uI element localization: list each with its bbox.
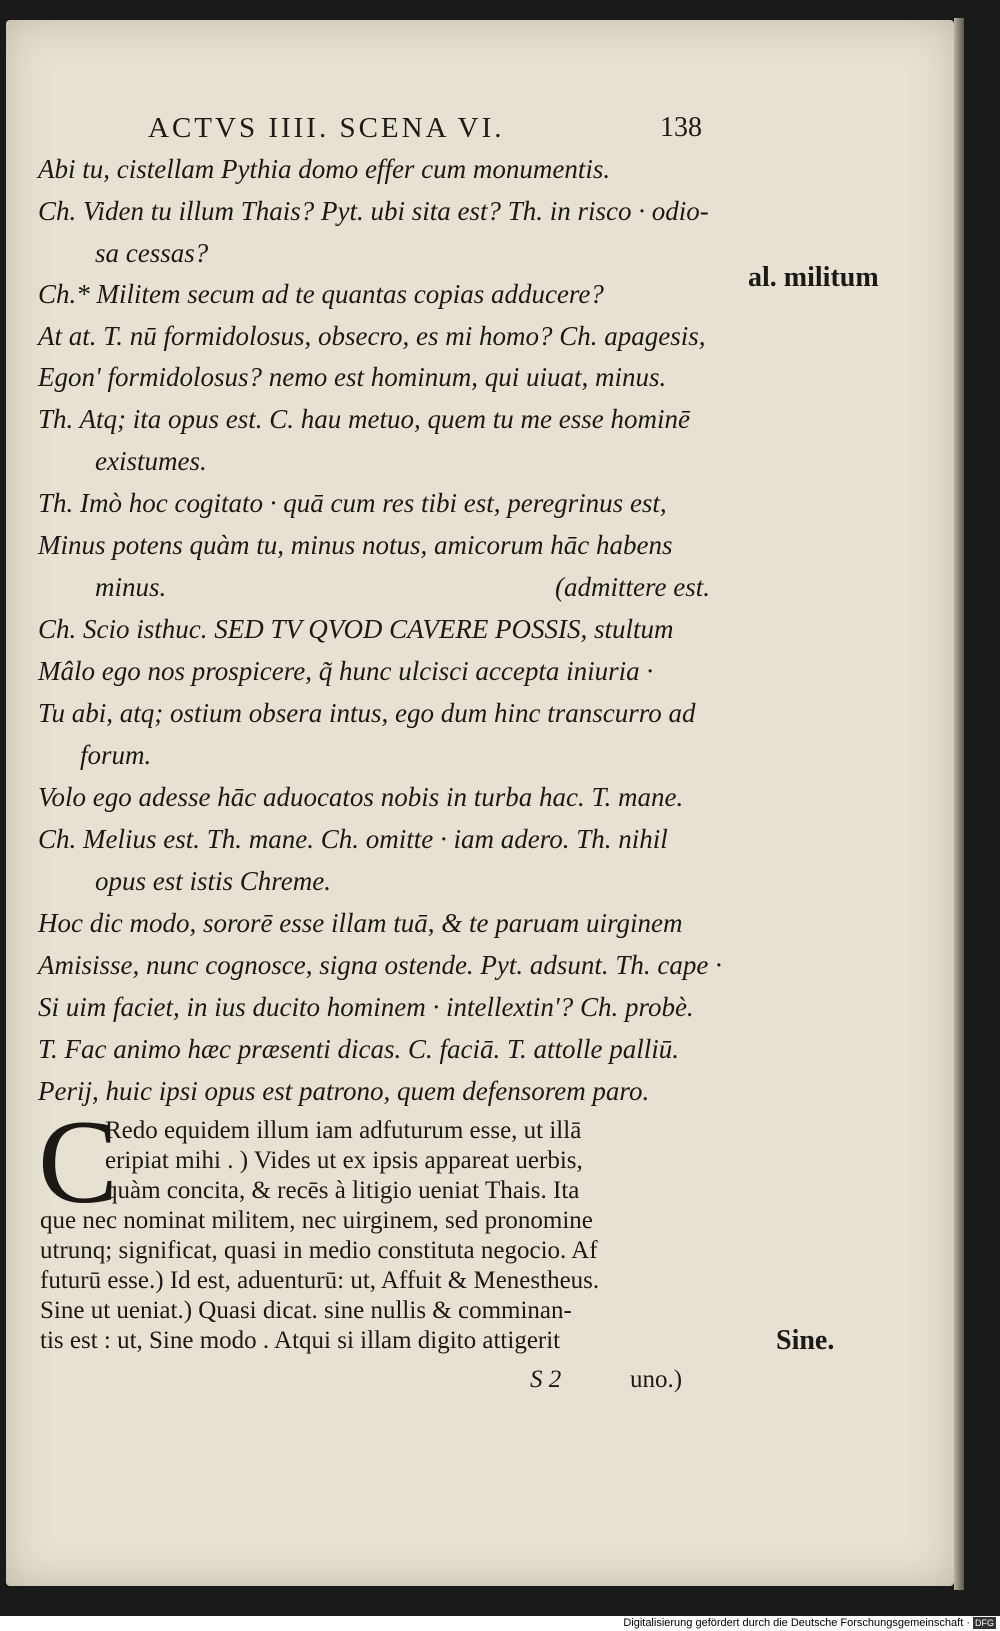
verse-line: sa cessas?	[95, 238, 209, 268]
verse-line: Egon' formidolosus? nemo est hominum, qui uiuat, minus.	[38, 362, 667, 392]
verse-line: Perij, huic ipsi opus est patrono, quem defensorem paro.	[38, 1076, 650, 1106]
commentary-line: que nec nominat militem, nec uirginem, sed pronomine	[40, 1207, 593, 1234]
verse-line: Si uim faciet, in ius ducito hominem · intellextin'? Ch. probè.	[38, 992, 694, 1022]
verse-line: minus.	[95, 572, 167, 602]
verse-line: Ch.* Militem secum ad te quantas copias adducere?	[38, 279, 604, 309]
verse-line: T. Fac animo hæc præsenti dicas. C. faciā. T. attolle palliū.	[38, 1034, 679, 1064]
verse-line: Th. Atq; ita opus est. C. hau metuo, quem tu me esse hominē	[38, 404, 690, 434]
running-header	[0, 112, 1000, 152]
page-number: 138	[660, 112, 702, 143]
verse-line: At at. T. nū formidolosus, obsecro, es mi homo? Ch. apagesis,	[38, 321, 706, 351]
drop-capital: C	[38, 1095, 119, 1228]
verse-line: Ch. Scio isthuc. SED TV QVOD CAVERE POSSIS, stultum	[38, 614, 674, 644]
commentary-line: Sine ut ueniat.) Quasi dicat. sine nullis & comminan-	[40, 1297, 572, 1324]
verse-line: Minus potens quàm tu, minus notus, amicorum hāc habens	[38, 530, 673, 560]
commentary-line: eripiat mihi . ) Vides ut ex ipsis appareat uerbis,	[105, 1147, 583, 1174]
signature-mark: S 2	[530, 1366, 562, 1393]
verse-line: existumes.	[95, 446, 207, 476]
verse-line: Abi tu, cistellam Pythia domo effer cum monumentis.	[38, 154, 611, 184]
commentary-line: Redo equidem illum iam adfuturum esse, ut illā	[105, 1117, 582, 1144]
footer-text: Digitalisierung gefördert durch die Deutsche Forschungsgemeinschaft ·	[623, 1617, 970, 1629]
verse-line: forum.	[80, 740, 152, 770]
commentary-line: quàm concita, & recēs à litigio ueniat Thais. Ita	[105, 1177, 580, 1204]
verse-line: opus est istis Chreme.	[95, 866, 331, 896]
page-edge	[954, 18, 964, 1590]
verse-line: Ch. Melius est. Th. mane. Ch. omitte · iam adero. Th. nihil	[38, 824, 668, 854]
verse-line: Ch. Viden tu illum Thais? Pyt. ubi sita est? Th. in risco · odio-	[38, 196, 709, 226]
verse-line: Th. Imò hoc cogitato · quā cum res tibi est, peregrinus est,	[38, 488, 667, 518]
verse-line: Volo ego adesse hāc aduocatos nobis in turba hac. T. mane.	[38, 782, 684, 812]
verse-line-turnover: (admittere est.	[555, 572, 710, 602]
verse-line: Hoc dic modo, sororē esse illam tuā, & te paruam uirginem	[38, 908, 683, 938]
verse-line: Tu abi, atq; ostium obsera intus, ego dum hinc transcurro ad	[38, 698, 696, 728]
digitization-footer	[0, 1616, 1000, 1631]
catchword: uno.)	[630, 1366, 683, 1393]
margin-note: al. militum	[748, 262, 879, 293]
verse-line: Mâlo ego nos prospicere, q̃ hunc ulcisci accepta iniuria ·	[38, 656, 654, 686]
commentary-line: tis est : ut, Sine modo . Atqui si illam digito attigerit	[40, 1327, 561, 1354]
commentary-line: futurū esse.) Id est, aduenturū: ut, Affuit & Menestheus.	[40, 1267, 600, 1294]
margin-note: Sine.	[776, 1325, 835, 1356]
dfg-logo-icon: DFG	[975, 1618, 994, 1628]
running-title: ACTVS IIII. SCENA VI.	[148, 112, 505, 144]
commentary-line: utrunq; significat, quasi in medio constituta negocio. Af	[40, 1237, 598, 1264]
commentary-block	[40, 1116, 720, 1356]
verse-line: Amisisse, nunc cognosce, signa ostende. Pyt. adsunt. Th. cape ·	[38, 950, 722, 980]
